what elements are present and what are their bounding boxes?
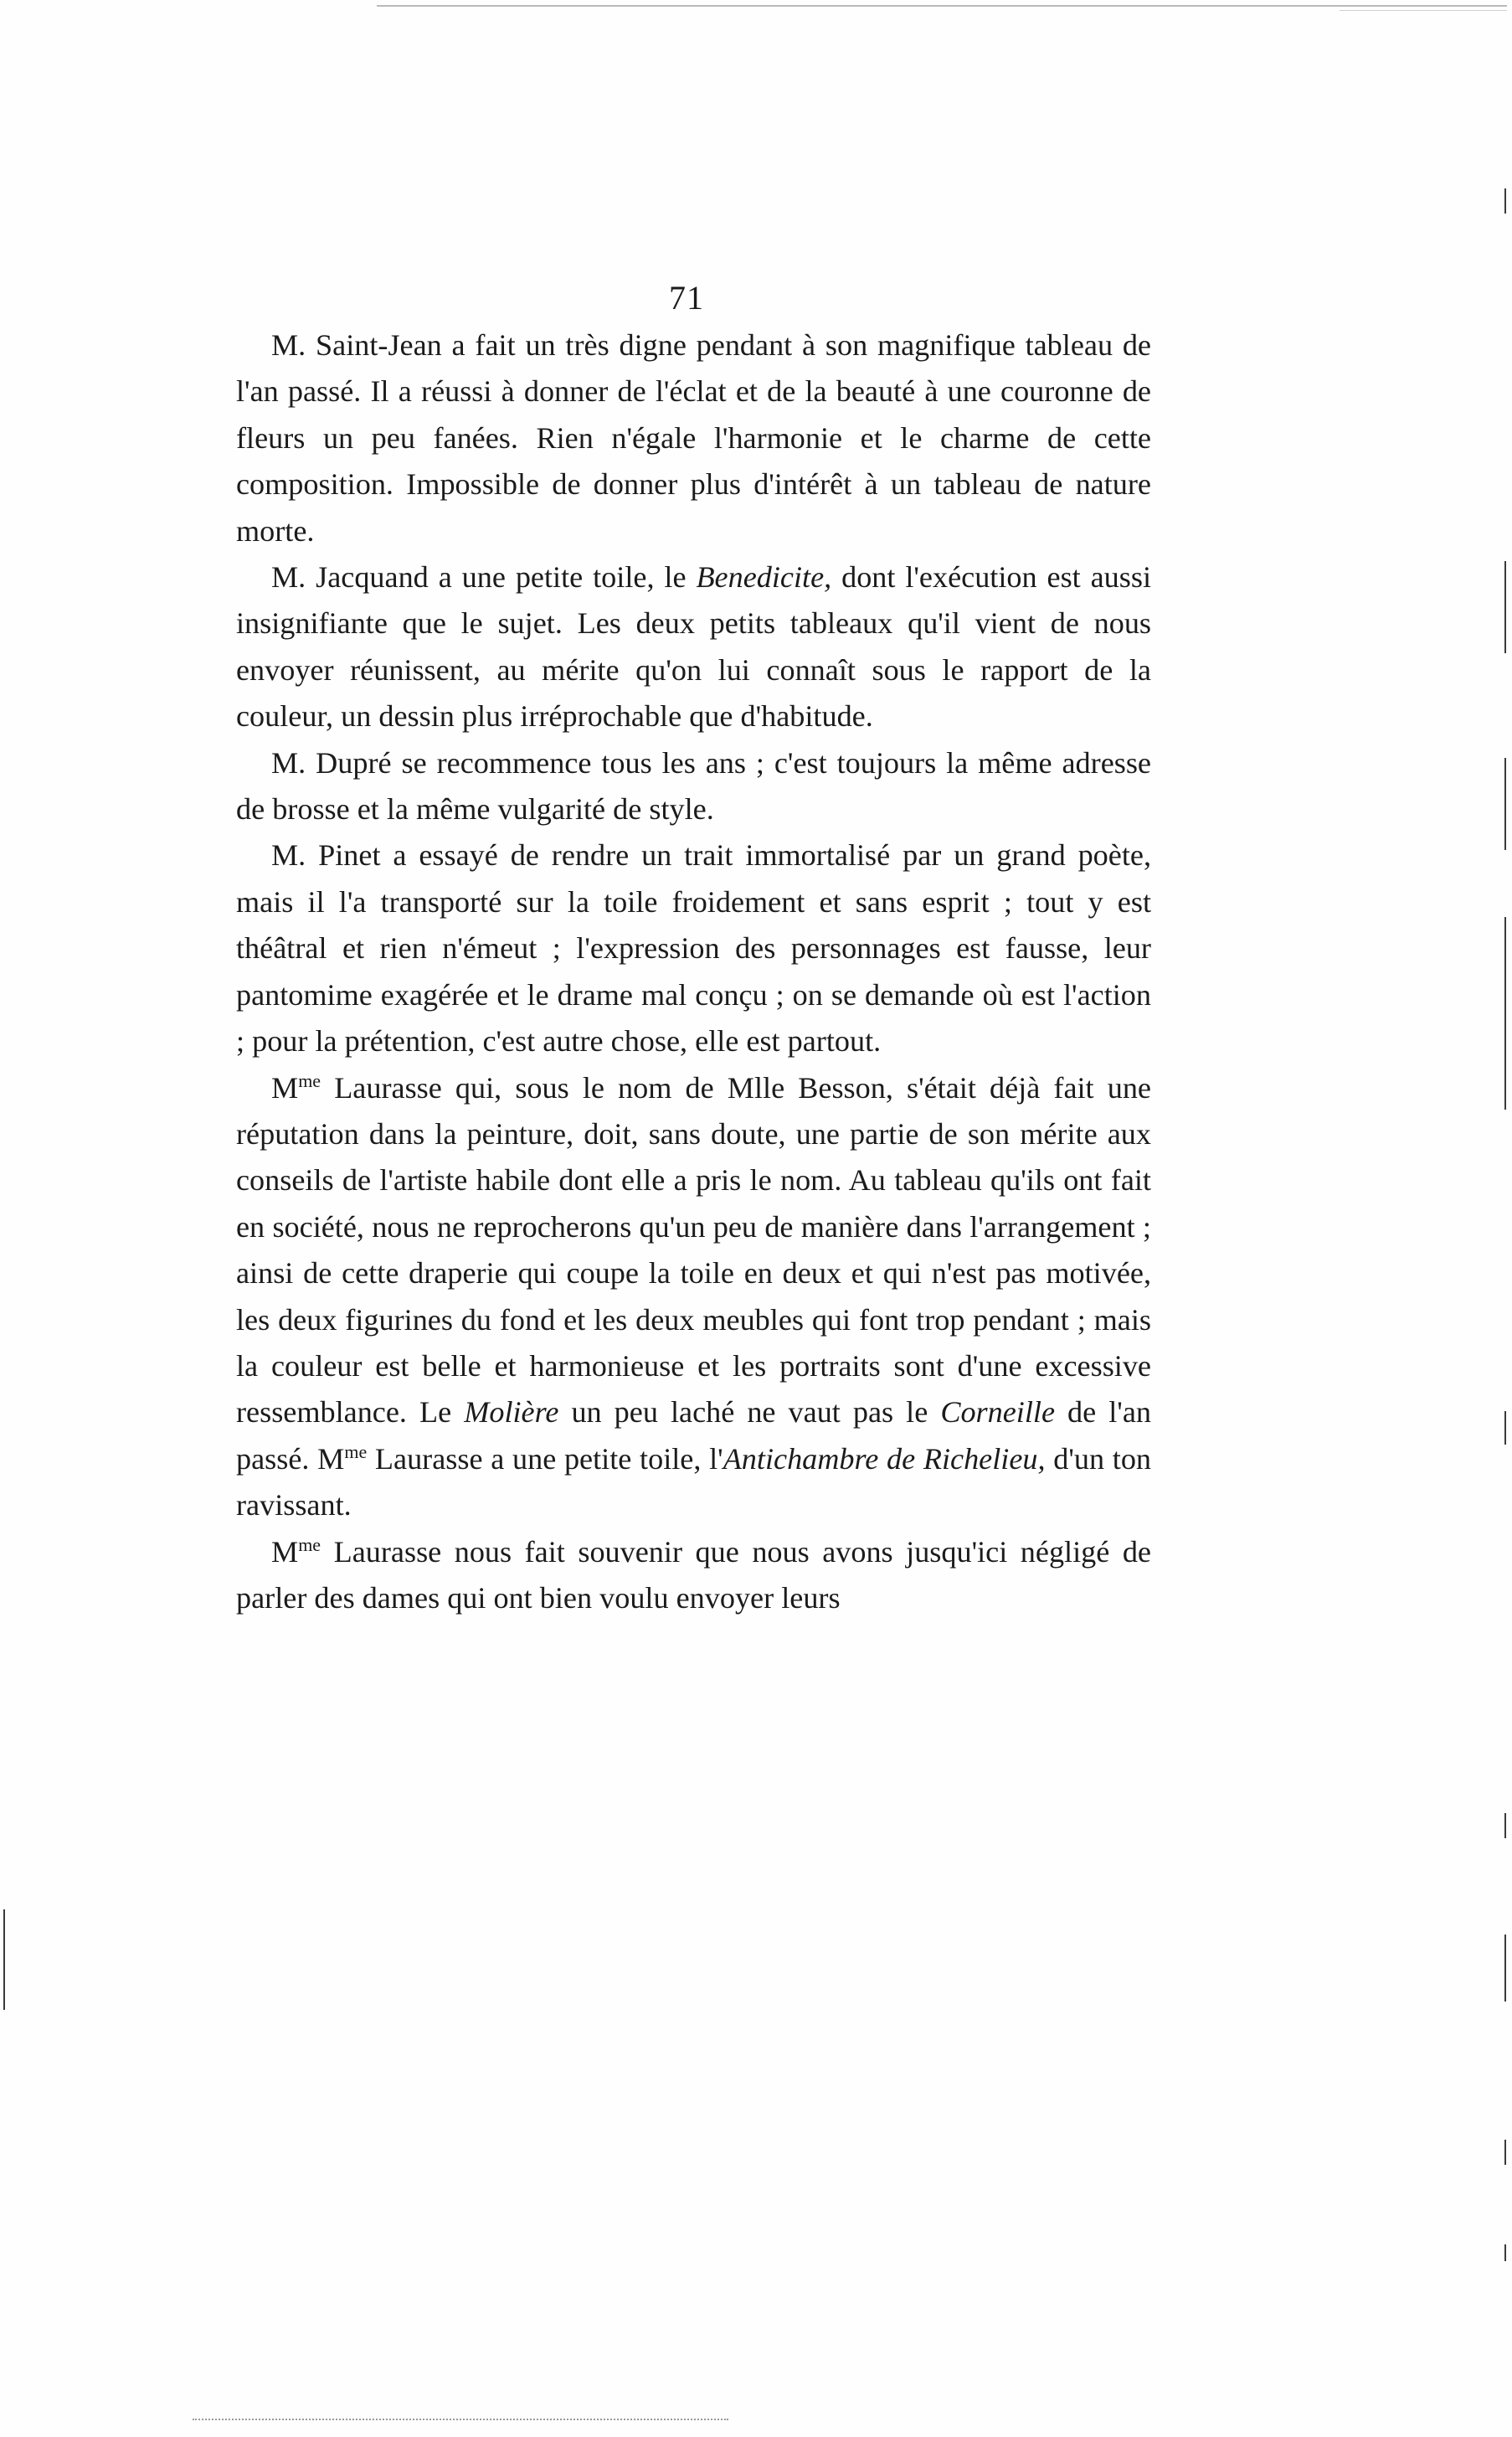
scan-edge-mark [1504,1813,1506,1838]
italic-title: Antichambre de Richelieu, [723,1441,1046,1476]
scan-edge-mark [1504,917,1506,1110]
superscript: me [298,1069,321,1091]
paragraph [236,322,1151,554]
scan-top-edge-secondary [1340,10,1507,11]
text-run: un peu laché ne vaut pas le [558,1395,941,1430]
paragraph [236,832,1151,1064]
text-run: M. Saint-Jean a fait un très digne pendant à son magnifique tableau de l'an passé. Il a réussi à donner de l'éclat et de la beauté à une couronne de fleurs un peu fanées. Rien n'égale l'harmonie et le charme de cette composition. Impossible de donner plus d'intérêt à un tableau de nature morte. [236,328,1151,548]
scan-edge-mark [1504,2140,1506,2165]
italic-title: Corneille [940,1395,1056,1430]
text-run: Laurasse a une petite toile, l' [367,1441,723,1476]
text-run: d'un ton ravissant. [236,1441,1152,1522]
text-run: Laurasse nous fait souvenir que nous avons jusqu'ici négligé de parler des dames qui ont bien voulu envoyer leurs [236,1534,1151,1615]
scan-edge-mark [3,1909,5,2010]
text-run: M [271,1070,299,1105]
scan-edge-mark [1504,2244,1506,2261]
scan-top-edge [377,5,1507,7]
text-run: dont l'exécution est aussi insignifiante que le sujet. Les deux petits tableaux qu'il vient de nous envoyer réunissent, au mérite qu'on lui connaît sous le rapport de la couleur, un dessin plus irréprochable que d'habitude. [236,560,1151,734]
scan-edge-mark [1504,188,1506,214]
scan-edge-mark [1504,561,1506,653]
scan-bottom-edge [193,2419,728,2420]
superscript: me [344,1440,368,1462]
scan-edge-mark [1504,1411,1506,1445]
paragraph [236,1529,1151,1622]
paragraph [236,554,1151,740]
scan-edge-mark [1504,758,1506,850]
text-run: M [271,1534,299,1569]
italic-title: Molière [464,1395,559,1430]
paragraph [236,1065,1151,1529]
text-run: de l'an passé. M [236,1395,1151,1476]
superscript: me [298,1533,321,1555]
text-run: Laurasse qui, sous le nom de Mlle Besson, s'était déjà fait une réputation dans la peinture, doit, sans doute, une partie de son mérite aux conseils de l'artiste habile dont elle a pris le nom. Au tableau qu'ils ont fait en société, nous ne reprocherons qu'un peu de manière dans l'arrangement ; ainsi de cette draperie qui coupe la toile en deux et qui n'est pas motivée, les deux figurines du fond et les deux meubles qui font trop pendant ; mais la couleur est belle et harmonieuse et les portraits sont d'une excessive ressemblance. Le [236,1070,1151,1430]
page-number: 71 [669,279,704,317]
text-run: M. Jacquand a une petite toile, le [271,560,697,595]
text-run: M. Dupré se recommence tous les ans ; c'est toujours la même adresse de brosse et la même vulgarité de style. [236,745,1151,827]
text-run: M. Pinet a essayé de rendre un trait immortalisé par un grand poète, mais il l'a transporté sur la toile froidement et sans esprit ; tout y est théâtral et rien n'émeut ; l'expression des personnages est fausse, leur pantomime exagérée et le drame mal conçu ; on se demande où est l'action ; pour la prétention, c'est autre chose, elle est partout. [236,838,1151,1059]
scan-edge-mark [1504,1935,1506,2002]
italic-title: Benedicite, [696,560,832,595]
body-text [236,322,1151,1621]
paragraph [236,740,1151,833]
